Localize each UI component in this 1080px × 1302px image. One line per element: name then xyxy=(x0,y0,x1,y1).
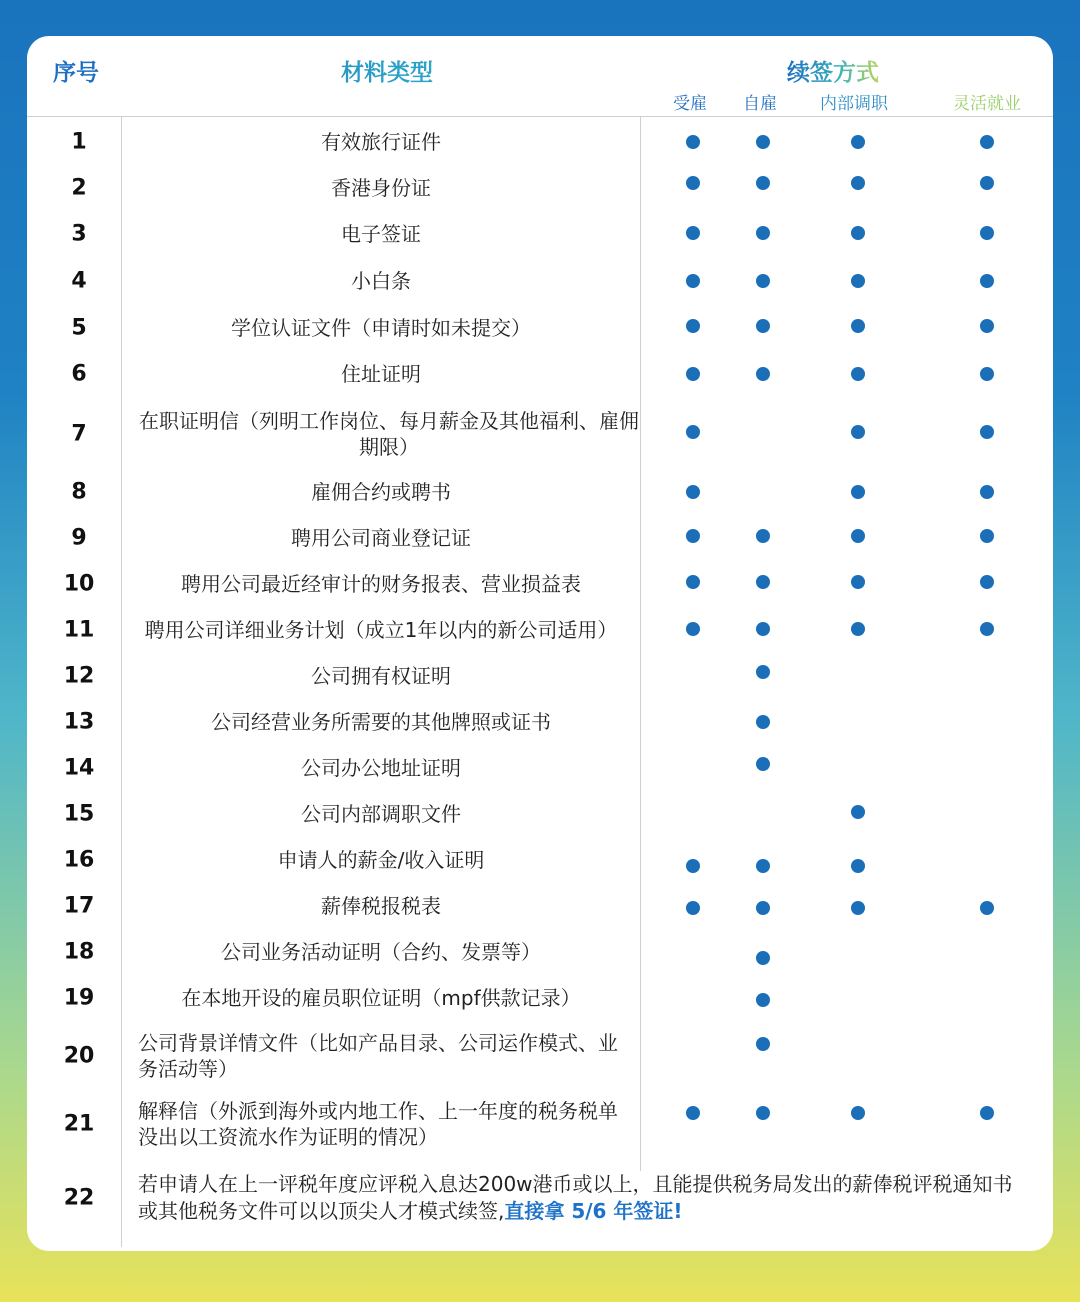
applicable-dot-icon xyxy=(851,425,865,439)
applicable-dot-icon xyxy=(756,176,770,190)
applicable-dot-icon xyxy=(980,135,994,149)
applicable-dot-icon xyxy=(686,176,700,190)
applicable-dot-icon xyxy=(756,319,770,333)
applicable-dot-icon xyxy=(851,575,865,589)
material-type-cell: 公司拥有权证明 xyxy=(311,664,451,688)
row-number: 8 xyxy=(71,479,87,505)
row-number: 18 xyxy=(63,939,95,965)
applicable-dot-icon xyxy=(851,1106,865,1120)
row-number: 16 xyxy=(63,847,95,873)
row-number: 9 xyxy=(71,525,87,551)
applicable-dot-icon xyxy=(851,319,865,333)
applicable-dot-icon xyxy=(686,135,700,149)
row-number: 7 xyxy=(71,421,87,447)
material-type-cell: 解释信（外派到海外或内地工作、上一年度的税务税单没出以工资流水作为证明的情况） xyxy=(138,1099,618,1149)
applicable-dot-icon xyxy=(980,176,994,190)
header-material-type-text: 材料类型 xyxy=(341,60,433,86)
applicable-dot-icon xyxy=(756,993,770,1007)
header-renewal-method: 续签方式 xyxy=(787,54,879,87)
material-type-cell: 公司内部调职文件 xyxy=(301,802,461,826)
row-number: 11 xyxy=(63,617,95,643)
material-type-cell: 有效旅行证件 xyxy=(321,130,441,154)
material-type-cell: 住址证明 xyxy=(341,362,421,386)
row-number: 1 xyxy=(71,129,87,155)
applicable-dot-icon xyxy=(980,319,994,333)
applicable-dot-icon xyxy=(980,226,994,240)
applicable-dot-icon xyxy=(980,425,994,439)
applicable-dot-icon xyxy=(851,226,865,240)
applicable-dot-icon xyxy=(980,529,994,543)
applicable-dot-icon xyxy=(756,226,770,240)
material-type-cell: 公司背景详情文件（比如产品目录、公司运作模式、业务活动等） xyxy=(138,1031,618,1081)
applicable-dot-icon xyxy=(756,951,770,965)
material-type-cell: 学位认证文件（申请时如未提交） xyxy=(231,316,531,340)
material-type-cell: 薪俸税报税表 xyxy=(321,894,441,918)
row-number: 14 xyxy=(63,755,95,781)
applicable-dot-icon xyxy=(851,859,865,873)
material-type-cell: 香港身份证 xyxy=(331,176,431,200)
applicable-dot-icon xyxy=(756,575,770,589)
row-number: 22 xyxy=(63,1185,95,1211)
method-internal-transfer: 内部调职 xyxy=(820,94,888,114)
row-number: 13 xyxy=(63,709,95,735)
row-number: 17 xyxy=(63,893,95,919)
row-number: 15 xyxy=(63,801,95,827)
material-type-cell: 申请人的薪金/收入证明 xyxy=(277,848,485,872)
applicable-dot-icon xyxy=(980,1106,994,1120)
applicable-dot-icon xyxy=(756,367,770,381)
material-text: 若申请人在上一评税年度应评税入息达200w港币或以上，且能提供税务局发出的薪俸税评税通知书或其他税务文件可以以顶尖人才模式续签, xyxy=(138,1172,1013,1223)
applicable-dot-icon xyxy=(686,859,700,873)
applicable-dot-icon xyxy=(851,367,865,381)
header-divider xyxy=(27,116,1053,117)
material-type-cell: 公司经营业务所需要的其他牌照或证书 xyxy=(211,710,551,734)
applicable-dot-icon xyxy=(756,665,770,679)
method-flexible-employment: 灵活就业 xyxy=(953,94,1021,114)
material-type-cell: 在本地开设的雇员职位证明（mpf供款记录） xyxy=(181,986,581,1010)
applicable-dot-icon xyxy=(686,575,700,589)
material-type-cell: 聘用公司最近经审计的财务报表、营业损益表 xyxy=(181,572,581,596)
applicable-dot-icon xyxy=(756,529,770,543)
material-type-cell xyxy=(138,1171,1018,1225)
highlight-text: 直接拿 5/6 年签证! xyxy=(504,1199,683,1223)
applicable-dot-icon xyxy=(686,274,700,288)
applicable-dot-icon xyxy=(851,529,865,543)
applicable-dot-icon xyxy=(851,622,865,636)
row-number: 20 xyxy=(63,1043,95,1069)
applicable-dot-icon xyxy=(851,135,865,149)
row-number: 6 xyxy=(71,361,87,387)
row-number: 19 xyxy=(63,985,95,1011)
material-type-cell: 在职证明信（列明工作岗位、每月薪金及其他福利、雇佣期限） xyxy=(139,409,639,459)
material-type-cell: 雇佣合约或聘书 xyxy=(311,480,451,504)
applicable-dot-icon xyxy=(686,425,700,439)
material-type-cell: 电子签证 xyxy=(341,222,421,246)
header-material-type xyxy=(27,54,747,87)
material-type-cell: 聘用公司商业登记证 xyxy=(291,526,471,550)
applicable-dot-icon xyxy=(686,901,700,915)
applicable-dot-icon xyxy=(756,1037,770,1051)
renewal-materials-card xyxy=(27,36,1053,1251)
applicable-dot-icon xyxy=(851,274,865,288)
applicable-dot-icon xyxy=(851,901,865,915)
row-number: 12 xyxy=(63,663,95,689)
applicable-dot-icon xyxy=(686,485,700,499)
applicable-dot-icon xyxy=(756,901,770,915)
applicable-dot-icon xyxy=(980,901,994,915)
applicable-dot-icon xyxy=(756,1106,770,1120)
row-number: 5 xyxy=(71,315,87,341)
applicable-dot-icon xyxy=(980,485,994,499)
row-number: 3 xyxy=(71,221,87,247)
material-type-cell: 聘用公司详细业务计划（成立1年以内的新公司适用） xyxy=(144,618,618,642)
applicable-dot-icon xyxy=(851,805,865,819)
applicable-dot-icon xyxy=(686,226,700,240)
applicable-dot-icon xyxy=(686,1106,700,1120)
applicable-dot-icon xyxy=(980,575,994,589)
applicable-dot-icon xyxy=(980,622,994,636)
applicable-dot-icon xyxy=(686,367,700,381)
column-divider-material xyxy=(640,117,641,1171)
applicable-dot-icon xyxy=(980,367,994,381)
applicable-dot-icon xyxy=(756,135,770,149)
applicable-dot-icon xyxy=(686,319,700,333)
method-self-employed: 自雇 xyxy=(743,94,777,114)
applicable-dot-icon xyxy=(756,757,770,771)
applicable-dot-icon xyxy=(686,622,700,636)
material-type-cell: 小白条 xyxy=(351,269,411,293)
row-number: 4 xyxy=(71,268,87,294)
applicable-dot-icon xyxy=(756,622,770,636)
material-type-cell: 公司业务活动证明（合约、发票等） xyxy=(221,940,541,964)
applicable-dot-icon xyxy=(756,715,770,729)
material-type-cell: 公司办公地址证明 xyxy=(301,756,461,780)
method-employed: 受雇 xyxy=(673,94,707,114)
applicable-dot-icon xyxy=(980,274,994,288)
column-divider-index xyxy=(121,117,122,1247)
applicable-dot-icon xyxy=(686,529,700,543)
applicable-dot-icon xyxy=(851,485,865,499)
row-number: 21 xyxy=(63,1111,95,1137)
applicable-dot-icon xyxy=(851,176,865,190)
applicable-dot-icon xyxy=(756,859,770,873)
applicable-dot-icon xyxy=(756,274,770,288)
row-number: 2 xyxy=(71,175,87,201)
row-number: 10 xyxy=(63,571,95,597)
